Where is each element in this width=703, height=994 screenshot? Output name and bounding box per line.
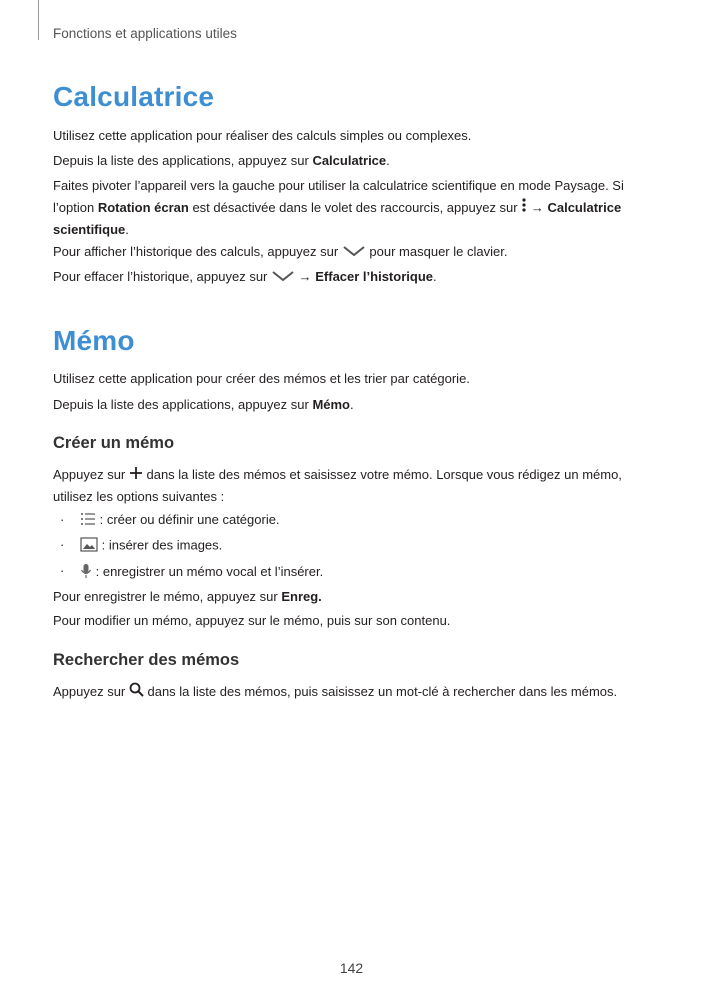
search-memo-heading: Rechercher des mémos [53, 651, 240, 669]
calc-history-clear: Pour effacer l’historique, appuyez sur → Effacer l’historique. [53, 266, 653, 288]
search-icon [129, 682, 144, 703]
list-icon [80, 512, 96, 529]
edit-memo-instruction: Pour modifier un mémo, appuyez sur le mémo, puis sur son contenu. [53, 613, 451, 628]
search-memo-instruction: Appuyez sur dans la liste des mémos, puis saisissez un mot-clé à rechercher dans les mémos. [53, 681, 673, 703]
memo-title: Mémo [53, 325, 135, 356]
save-memo-instruction: Pour enregistrer le mémo, appuyez sur Enreg. [53, 589, 322, 604]
bullet-marker: · [60, 563, 65, 578]
chevron-down-icon [271, 267, 295, 288]
memo-intro: Utilisez cette application pour créer des mémos et les trier par catégorie. [53, 371, 470, 386]
calc-intro: Utilisez cette application pour réaliser des calculs simples ou complexes. [53, 128, 472, 143]
create-memo-instruction: Appuyez sur dans la liste des mémos et saisissez votre mémo. Lorsque vous rédigez un mémo, utilisez les options suivantes : [53, 467, 622, 505]
image-icon [80, 537, 98, 555]
calc-open-instruction: Depuis la liste des applications, appuyez sur Calculatrice. [53, 153, 390, 168]
page-number: 142 [339, 960, 364, 976]
plus-icon [129, 465, 143, 486]
memo-open-instruction: Depuis la liste des applications, appuyez sur Mémo. [53, 397, 354, 412]
bullet-marker: · [60, 537, 65, 552]
calculator-title: Calculatrice [53, 81, 215, 112]
list-item: : créer ou définir une catégorie. [80, 512, 280, 529]
create-memo-heading: Créer un mémo [53, 434, 175, 452]
bullet-marker: · [60, 512, 65, 527]
chevron-down-icon [342, 242, 366, 263]
calc-history-show: Pour afficher l’historique des calculs, appuyez sur pour masquer le clavier. [53, 241, 653, 263]
list-item: : insérer des images. [80, 537, 222, 555]
header-rule [38, 0, 39, 40]
microphone-icon [80, 563, 92, 582]
list-item: : enregistrer un mémo vocal et l’insérer. [80, 563, 323, 582]
section-header: Fonctions et applications utiles [53, 26, 237, 41]
calc-scientific-instruction: Faites pivoter l’appareil vers la gauche pour utiliser la calculatrice scientifique en mode Paysage. Si l’option Rotation écran est désactivée dans le volet des raccourcis, appuyez sur → Calculatrice scientifique. [53, 178, 624, 237]
